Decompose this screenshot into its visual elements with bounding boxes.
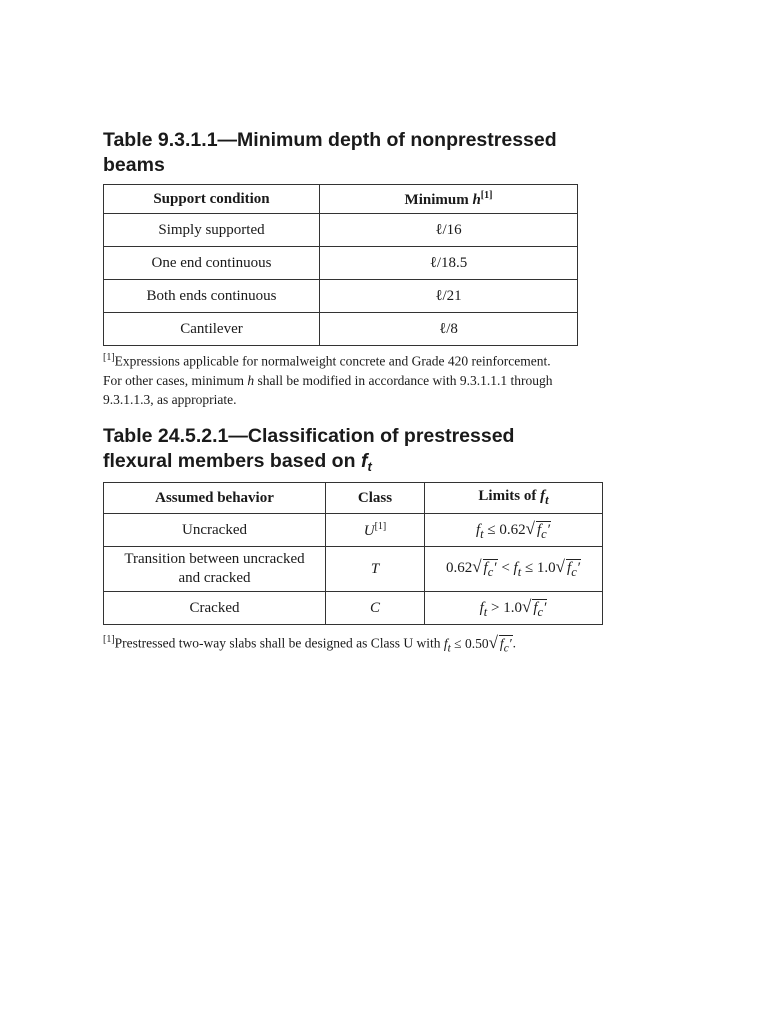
table-row [104, 592, 603, 625]
table-row [104, 547, 603, 592]
header-minimum-h: Minimum h[1] [320, 185, 578, 214]
table2-title: Table 24.5.2.1—Classification of prestressed flexural members based on $f_t$ [103, 425, 515, 474]
behavior-cell: Cracked [104, 592, 326, 625]
table-row [104, 214, 578, 247]
table1-title: Table 9.3.1.1—Minimum depth of nonprestressed beams [103, 129, 557, 176]
behavior-cell: Transition between uncracked and cracked [104, 547, 326, 592]
class-cell: T [326, 547, 425, 592]
table-row [104, 313, 578, 346]
minimum-h-cell: ℓ/8 [320, 313, 578, 346]
limit-cell: $f_t > 1.0√$ $f_c'$ [425, 592, 603, 625]
support-condition-cell: Cantilever [104, 313, 320, 346]
limit-cell: 0.62√ $f_c' < f_t \le 1.0√$ $f_c'$ [425, 547, 603, 592]
minimum-h-cell: ℓ/18.5 [320, 247, 578, 280]
class-cell: C [326, 592, 425, 625]
header-class: Class [326, 483, 425, 514]
table2-footnote: [1]Prestressed two-way slabs shall be designed as Class U with $f_t \le 0.50√$ $f_c'$. [103, 632, 517, 655]
table1-header-row [104, 185, 578, 214]
table1-footnote: [1]Expressions applicable for normalweight concrete and Grade 420 reinforcement. For other cases, minimum h shall be modified in accordance with 9.3.1.1.1 through 9.3.1.1.3, as appropriate. [103, 352, 553, 407]
header-assumed-behavior: Assumed behavior [104, 483, 326, 514]
minimum-h-cell: ℓ/16 [320, 214, 578, 247]
table1 [103, 184, 578, 346]
limit-cell: $f_t \le 0.62√$ $f_c'$ [425, 514, 603, 547]
behavior-cell: Uncracked [104, 514, 326, 547]
support-condition-cell: Simply supported [104, 214, 320, 247]
table-row [104, 514, 603, 547]
table2-header-row [104, 483, 603, 514]
table-row [104, 280, 578, 313]
minimum-h-cell: ℓ/21 [320, 280, 578, 313]
header-limits: Limits of $f_t$ [425, 483, 603, 514]
class-cell: U[1] [326, 514, 425, 547]
support-condition-cell: Both ends continuous [104, 280, 320, 313]
support-condition-cell: One end continuous [104, 247, 320, 280]
table-row [104, 247, 578, 280]
table2 [103, 482, 603, 625]
header-support-condition: Support condition [104, 185, 320, 214]
